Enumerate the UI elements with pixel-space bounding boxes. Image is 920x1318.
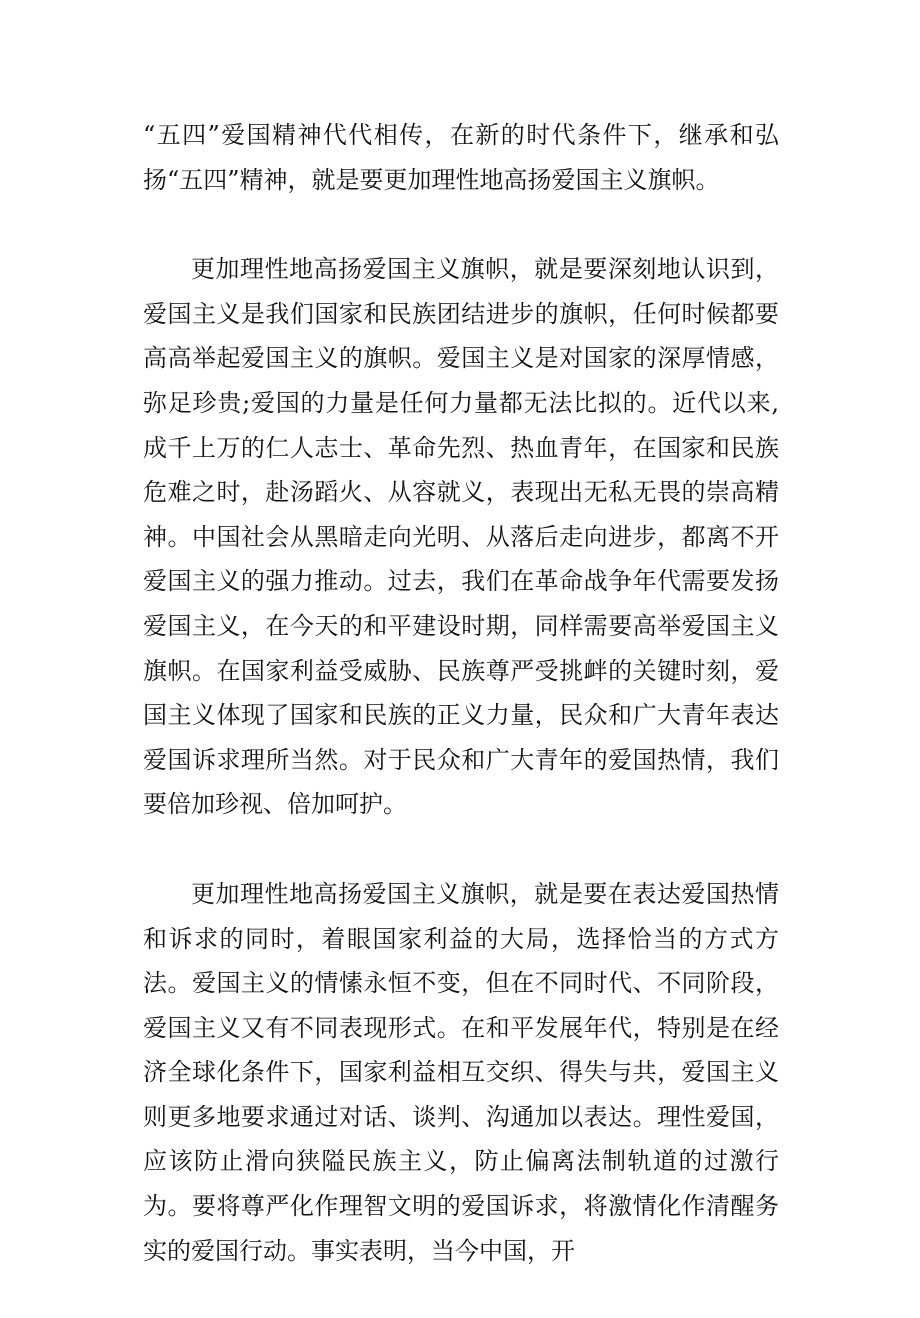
paragraph-1: “五四”爱国精神代代相传，在新的时代条件下，继承和弘扬“五四”精神，就是要更加理性地高扬爱国主义旗帜。 [143,121,779,194]
paragraph-3: 更加理性地高扬爱国主义旗帜，就是要在表达爱国热情和诉求的同时，着眼国家利益的大局，选择恰当的方式方法。爱国主义的情愫永恒不变，但在不同时代、不同阶段，爱国主义又有不同表现形式。在和平发展年代，特别是在经济全球化条件下，国家利益相互交织、得失与共，爱国主义则更多地要求通过对话、谈判、沟通加以表达。理性爱国，应该防止滑向狭隘民族主义，防止偏离法制轨道的过激行为。要将尊严化作理智文明的爱国诉求，将激情化作清醒务实的爱国行动。事实表明，当今中国，开 [143,879,779,1265]
document-body [143,113,779,1318]
paragraph-2: 更加理性地高扬爱国主义旗帜，就是要深刻地认识到，爱国主义是我们国家和民族团结进步的旗帜，任何时候都要高高举起爱国主义的旗帜。爱国主义是对国家的深厚情感，弥足珍贵;爱国的力量是任何力量都无法比拟的。近代以来,成千上万的仁人志士、革命先烈、热血青年，在国家和民族危难之时，赴汤蹈火、从容就义，表现出无私无畏的崇高精神。中国社会从黑暗走向光明、从落后走向进步，都离不开爱国主义的强力推动。过去，我们在革命战争年代需要发扬爱国主义，在今天的和平建设时期，同样需要高举爱国主义旗帜。在国家利益受威胁、民族尊严受挑衅的关键时刻，爱国主义体现了国家和民族的正义力量，民众和广大青年表达爱国诉求理所当然。对于民众和广大青年的爱国热情，我们要倍加珍视、倍加呵护。 [143,255,779,819]
